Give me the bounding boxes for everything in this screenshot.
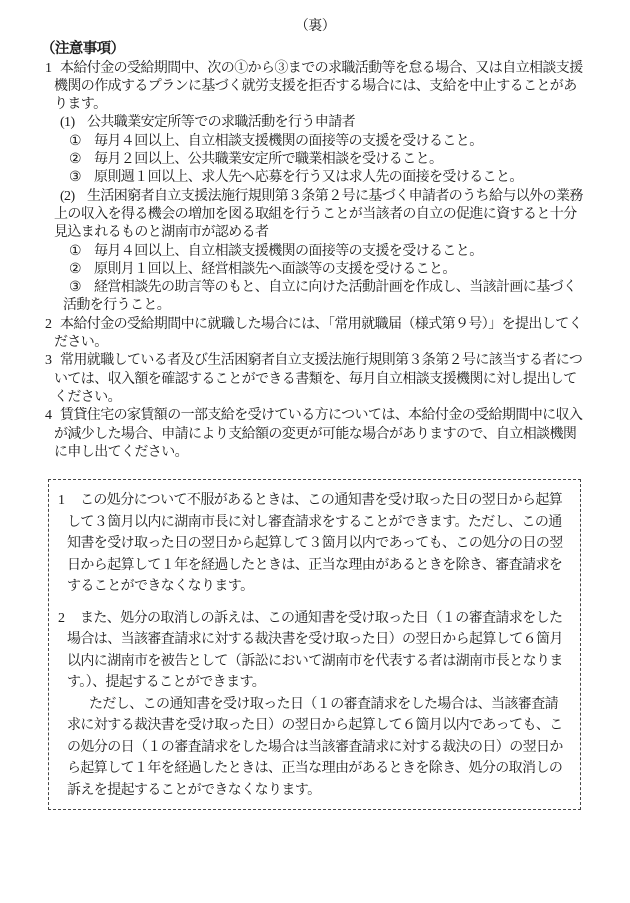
item-number: ③	[69, 280, 81, 296]
notice-title: （注意事項）	[41, 41, 125, 58]
appeal-paragraph: この処分について不服があるときは、この通知書を受け取った日の翌日から起算して３箇月以内に湖南市長に対し審査請求をすることができます。ただし、この通知書を受け取った日の翌日から起算して３箇月以内であっても、この処分の日の翌日から起算して１年を経過したときは、正当な理由があるときを除き、審査請求をすることができなくなります。	[67, 493, 563, 595]
item-number: ①	[69, 243, 81, 259]
item-text: 本給付金の受給期間中、次の①から③までの求職活動等を怠る場合、又は自立相談支援機関の作成するプランに基づく就労支援を拒否する場合には、支給を中止することがあります。	[54, 60, 583, 113]
appeal-item	[58, 608, 568, 802]
item-text: 原則週１回以上、求人先へ応募を行う又は求人先の面接を受けること。	[94, 170, 523, 186]
item-number: ③	[69, 170, 81, 186]
item-text: 毎月４回以上、自立相談支援機関の面接等の支援を受けること。	[94, 243, 483, 259]
item-number: 4	[45, 408, 52, 424]
item-number: (2)	[60, 188, 75, 204]
item-text: 常用就職している者及び生活困窮者自立支援法施行規則第３条第２号に該当する者については、収入額を確認することができる書類を、毎月自立相談支援機関に対し提出してください。	[54, 353, 583, 405]
notice-item	[45, 352, 586, 407]
item-number: 2	[45, 316, 52, 332]
notice-item	[54, 114, 586, 132]
notice-item	[63, 169, 586, 187]
item-number: (1)	[60, 115, 75, 131]
item-text: 公共職業安定所等での求職活動を行う申請者	[87, 115, 355, 131]
item-text: 毎月２回以上、公共職業安定所で職業相談を受けること。	[94, 152, 443, 168]
appeal-item	[58, 490, 568, 598]
notice-list	[0, 60, 630, 463]
notice-item	[54, 188, 586, 243]
notice-item	[63, 279, 586, 316]
appeal-box	[48, 479, 581, 810]
notice-item	[45, 60, 586, 115]
appeal-paragraph: ただし、この通知書を受け取った日（１の審査請求をした場合は、当該審査請求に対する裁決書を受け取った日）の翌日から起算して６箇月以内であっても、この処分の日（１の審査請求をした場合は当該審査請求に対する裁決の日）の翌日から起算して１年を経過したときは、正当な理由があるときを除き、処分の取消しの訴えを提起することができなくなります。	[67, 696, 563, 798]
item-number: ①	[69, 133, 81, 149]
item-text: 原則月１回以上、経営相談先へ面談等の支援を受けること。	[94, 261, 456, 277]
notice-item	[63, 261, 586, 279]
item-text: 経営相談先の助言等のもと、自立に向けた活動計画を作成し、当該計画に基づく活動を行うこと。	[63, 280, 577, 314]
appeal-paragraph: また、処分の取消しの訴えは、この通知書を受け取った日（１の審査請求をした場合は、当該審査請求に対する裁決書を受け取った日）の翌日から起算して６箇月以内に湖南市を被告として（訴訟において湖南市を代表する者は湖南市長となります。）、提起することができます。	[67, 610, 563, 691]
item-number: 3	[45, 353, 52, 369]
item-text: 賃貸住宅の家賃額の一部支給を受けている方については、本給付金の受給期間中に収入が減少した場合、申請により支給額の変更が可能な場合がありますので、自立相談機関に申し出てください。	[54, 408, 583, 460]
notice-item	[45, 407, 586, 462]
item-text: 毎月４回以上、自立相談支援機関の面接等の支援を受けること。	[94, 133, 483, 149]
notice-item	[45, 316, 586, 353]
item-text: 本給付金の受給期間中に就職した場合には、「常用就職届（様式第９号）」を提出してください。	[54, 316, 582, 351]
item-number: ②	[69, 152, 81, 168]
notice-item	[63, 151, 586, 169]
item-text: 生活困窮者自立支援法施行規則第３条第２号に基づく申請者のうち給与以外の業務上の収入を得る機会の増加を図る取組を行うことが当該者の自立の促進に資すると十分見込まれるものと湖南市が認める者	[54, 188, 583, 241]
item-number: 1	[58, 493, 65, 509]
item-number: 2	[58, 610, 65, 626]
item-number: 1	[45, 60, 52, 76]
page-side-label: （裏）	[294, 19, 336, 34]
notice-item	[63, 243, 586, 261]
notice-item	[63, 133, 586, 151]
item-number: ②	[69, 261, 81, 277]
